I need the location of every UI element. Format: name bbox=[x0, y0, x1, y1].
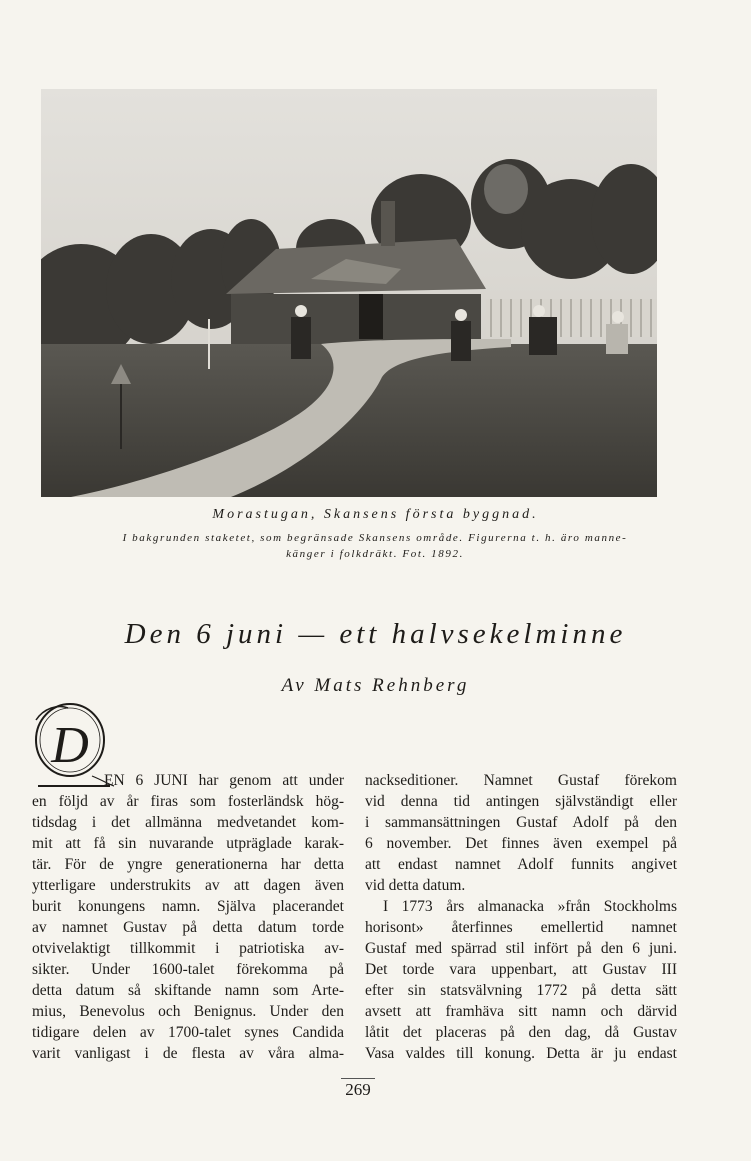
text-line: avsett att framhäva sitt namn och därvid bbox=[365, 1003, 677, 1020]
text-line: Det torde vara uppenbart, att Gustav III bbox=[365, 961, 677, 978]
article-author: Av Mats Rehnberg bbox=[281, 675, 470, 696]
article-column-left bbox=[32, 770, 344, 1064]
text-line: vid detta datum. bbox=[365, 877, 466, 894]
photo-caption-line-2: känger i folkdräkt. Fot. 1892. bbox=[286, 548, 464, 560]
text-line: låtit det placeras på den dag, då Gustav bbox=[365, 1024, 677, 1041]
photo-caption-title: Morastugan, Skansens första byggnad. bbox=[212, 507, 539, 522]
text-line: ytterligare understrukits av att dagen även bbox=[32, 877, 344, 894]
text-line: EN 6 JUNI har genom att under bbox=[104, 772, 344, 789]
text-line: horisont» återfinnes emellertid namnet bbox=[365, 919, 677, 936]
text-line: 6 november. Det finnes även exempel på bbox=[365, 835, 677, 852]
text-line: burit konungens namn. Själva placerandet bbox=[32, 898, 344, 915]
text-line: i sammansättningen Gustaf Adolf på den bbox=[365, 814, 677, 831]
photo-illustration bbox=[41, 89, 657, 497]
text-line: av namnet Gustav på detta datum torde bbox=[32, 919, 344, 936]
text-line: vid denna tid antingen självständigt eller bbox=[365, 793, 677, 810]
page-number: 269 bbox=[345, 1080, 371, 1099]
text-line: att endast namnet Adolf funnits angivet bbox=[365, 856, 677, 873]
text-line: otvivelaktigt tillkommit i patriotiska av- bbox=[32, 940, 344, 957]
text-line: sikter. Under 1600-talet förekomma på bbox=[32, 961, 344, 978]
text-line: nackseditioner. Namnet Gustaf förekom bbox=[365, 772, 677, 789]
dropcap-letter: D bbox=[51, 717, 89, 774]
text-line: efter sin statsvälvning 1772 på detta sätt bbox=[365, 982, 677, 999]
text-line: mius, Benevolus och Benignus. Under den bbox=[32, 1003, 344, 1020]
text-line: varit vanligast i de flesta av våra alma- bbox=[32, 1045, 344, 1062]
text-line: mit att få sin nuvarande utpräglade karak- bbox=[32, 835, 344, 852]
photograph-morastugan bbox=[41, 89, 657, 497]
text-line: Gustaf med spärrad stil infört på den 6 juni. bbox=[365, 940, 677, 957]
text-line: tidigare delen av 1700-talet synes Candida bbox=[32, 1024, 344, 1041]
text-line: tär. För de yngre generationerna har detta bbox=[32, 856, 344, 873]
text-line: detta datum så skiftande namn som Arte- bbox=[32, 982, 344, 999]
photo-caption-details bbox=[30, 530, 720, 562]
article-title: Den 6 juni — ett halvsekelminne bbox=[124, 618, 627, 650]
page-number-rule bbox=[341, 1078, 375, 1079]
text-line: I 1773 års almanacka »från Stockholms bbox=[383, 898, 677, 915]
text-line: Vasa valdes till konung. Detta är ju endast bbox=[365, 1045, 677, 1062]
text-line: tidsdag i det allmänna medvetandet kom- bbox=[32, 814, 344, 831]
text-line: en följd av år firas som fosterländsk hög- bbox=[32, 793, 344, 810]
photo-caption-line-1: I bakgrunden staketet, som begränsade Skansens område. Figurerna t. h. äro manne- bbox=[122, 532, 628, 544]
article-column-right bbox=[365, 770, 677, 1064]
